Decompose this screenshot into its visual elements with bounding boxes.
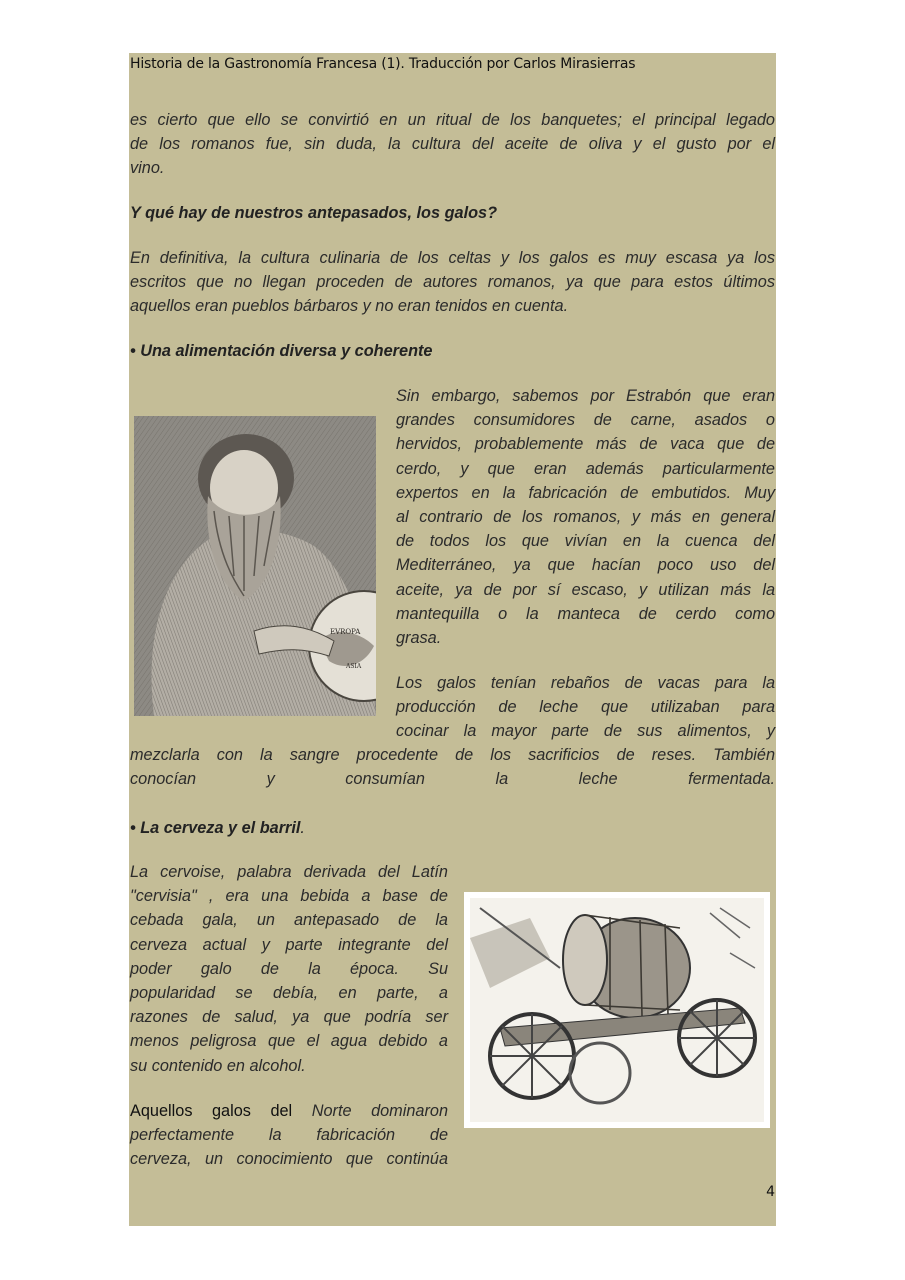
text-line: vino. <box>130 159 165 178</box>
norte-italic-text: Norte dominaron <box>292 1102 449 1120</box>
vacas-paragraph-full <box>130 743 775 791</box>
text-line: cerdo, y que eran además particularmente <box>396 459 775 478</box>
heading-galos: Y qué hay de nuestros antepasados, los galos? <box>130 204 498 222</box>
text-line: Sin embargo, sabemos por Estrabón que eran <box>396 387 775 405</box>
heading-cerveza <box>130 816 305 840</box>
text-line: menos peligrosa que el agua debido a <box>130 1032 448 1051</box>
text-line: cerveza, un conocimiento que continúa <box>130 1150 448 1169</box>
text-line: al contrario de los romanos, y más en general <box>396 508 775 527</box>
text-line: En definitiva, la cultura culinaria de los celtas y los galos es muy escasa ya los <box>130 249 775 267</box>
text-line: conocían y consumían la leche fermentada. <box>130 770 775 789</box>
page-header: Historia de la Gastronomía Francesa (1). Traducción por Carlos Mirasierras <box>130 56 636 72</box>
strabo-portrait-image <box>134 416 376 716</box>
norte-normal-text: Aquellos galos del <box>130 1102 293 1120</box>
text-line: de todos los que vivían en la cuenca del <box>396 532 775 551</box>
text-line: "cervisia" , era una bebida a base de <box>130 887 448 906</box>
strabo-engraving-illustration <box>134 416 376 716</box>
document-page <box>129 53 776 1226</box>
text-line: poder galo de la época. Su <box>130 959 448 978</box>
intro-paragraph <box>130 108 775 181</box>
text-line: producción de leche que utilizaban para <box>396 698 775 717</box>
barrel-cart-image-frame <box>464 892 770 1128</box>
barrel-cart-image <box>470 898 764 1122</box>
text-line <box>130 1099 448 1123</box>
text-line: mantequilla o la manteca de cerdo como <box>396 604 775 623</box>
text-line: aquellos eran pueblos bárbaros y no eran tenidos en cuenta. <box>130 297 569 316</box>
text-line: Los galos tenían rebaños de vacas para la <box>396 674 775 692</box>
text-line: mezclarla con la sangre procedente de los sacrificios de reses. También <box>130 746 775 764</box>
globe-label-europa: EVROPA <box>330 628 361 636</box>
text-line: aceite, ya de por sí escaso, y utilizan más la <box>396 580 775 599</box>
text-line: Mediterráneo, ya que hacían poco uso del <box>396 556 775 575</box>
text-line: su contenido en alcohol. <box>130 1056 306 1075</box>
barrel-cart-drawing <box>470 898 764 1122</box>
page-number: 4 <box>766 1184 775 1200</box>
cervoise-paragraph <box>130 860 448 1078</box>
text-line: es cierto que ello se convirtió en un ritual de los banquetes; el principal legado <box>130 111 775 129</box>
text-line: cocinar la mayor parte de sus alimentos, y <box>396 722 775 741</box>
text-line: popularidad se debía, en parte, a <box>130 984 448 1003</box>
text-line: razones de salud, ya que podría ser <box>130 1008 448 1027</box>
text-line: perfectamente la fabricación de <box>130 1126 448 1145</box>
text-line: hervidos, probablemente más de vaca que de <box>396 435 775 454</box>
text-line: cerveza actual y parte integrante del <box>130 935 448 954</box>
galos-paragraph <box>130 246 775 319</box>
text-line: cebada gala, un antepasado de la <box>130 911 448 930</box>
text-line: expertos en la fabricación de embutidos. Muy <box>396 483 775 502</box>
text-line: grasa. <box>396 629 442 648</box>
norte-paragraph <box>130 1099 448 1172</box>
text-line: escritos que no llegan proceden de autores romanos, ya que para estos últimos <box>130 273 775 292</box>
text-line: La cervoise, palabra derivada del Latín <box>130 863 448 881</box>
heading-cerveza-punct: . <box>300 819 305 837</box>
text-line: grandes consumidores de carne, asados o <box>396 411 775 430</box>
strabo-paragraph <box>396 384 775 650</box>
vacas-paragraph-right <box>396 671 775 744</box>
globe-label-asia: ASIA <box>346 663 362 670</box>
text-line: de los romanos fue, sin duda, la cultura del aceite de oliva y el gusto por el <box>130 135 775 154</box>
heading-cerveza-text: • La cerveza y el barril <box>130 819 301 837</box>
heading-alimentacion: • Una alimentación diversa y coherente <box>130 342 433 360</box>
